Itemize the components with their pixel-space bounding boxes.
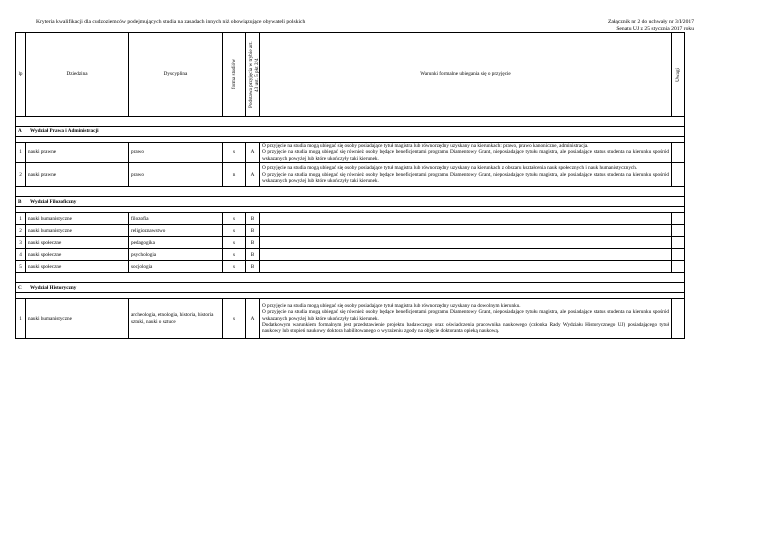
row-lp: 5 bbox=[16, 261, 26, 273]
row-admission-basis: A bbox=[246, 143, 260, 163]
col-header-lp: lp bbox=[16, 33, 26, 117]
spacer-row bbox=[16, 117, 685, 127]
row-remarks bbox=[672, 249, 685, 261]
row-discipline: religioznawstwo bbox=[129, 225, 223, 237]
row-domain: nauki prawne bbox=[26, 143, 129, 163]
header-row bbox=[16, 33, 685, 117]
section-letter: B bbox=[18, 198, 22, 205]
admission-basis-label: Podstawa przyjęcia w trybie art. 43 ust. 5 pkt 2/4 bbox=[248, 41, 260, 108]
row-admission-basis: B bbox=[246, 249, 260, 261]
row-study-form: s bbox=[223, 237, 246, 249]
row-remarks bbox=[672, 237, 685, 249]
spacer-cell bbox=[16, 117, 685, 127]
row-remarks bbox=[672, 225, 685, 237]
row-conditions bbox=[260, 163, 672, 187]
row-remarks bbox=[672, 261, 685, 273]
row-study-form: s bbox=[223, 261, 246, 273]
section-name: Wydział Historyczny bbox=[30, 284, 77, 291]
section-row bbox=[16, 127, 685, 137]
condition-paragraph: O przyjęcie na studia mogą ubiegać się osoby posiadające tytuł magistra lub równorzędny uzyskany na dowolnym kierunku. bbox=[262, 302, 521, 309]
condition-paragraph: Dodatkowym warunkiem formalnym jest przedstawienie projektu badawczego oraz oświadczenia pracownika naukowego (członka Rady Wydziału Historycznego UJ) posiadającego tytuł naukowy lub stopień naukowy doktora habilitowanego o wyrażeniu zgody na objęcie doktoranta opieką naukową. bbox=[262, 321, 669, 335]
row-lp: 2 bbox=[16, 163, 26, 187]
row-study-form: s bbox=[223, 249, 246, 261]
row-discipline: psychologia bbox=[129, 249, 223, 261]
row-remarks bbox=[672, 163, 685, 187]
row-conditions bbox=[260, 299, 672, 339]
row-conditions bbox=[260, 249, 672, 261]
row-remarks bbox=[672, 213, 685, 225]
section-heading bbox=[16, 197, 685, 207]
spacer-row bbox=[16, 187, 685, 197]
row-study-form: s bbox=[223, 213, 246, 225]
annex-note bbox=[608, 19, 694, 33]
row-discipline: archeologia, etnologia, historia, historia sztuki, nauki o sztuce bbox=[129, 299, 223, 339]
row-domain: nauki humanistyczne bbox=[26, 299, 129, 339]
section-name: Wydział Filozoficzny bbox=[30, 198, 77, 205]
row-discipline: prawo bbox=[129, 163, 223, 187]
row-remarks bbox=[672, 299, 685, 339]
row-lp: 2 bbox=[16, 225, 26, 237]
row-admission-basis: B bbox=[246, 261, 260, 273]
table-row bbox=[16, 237, 685, 249]
col-header-study-form bbox=[223, 33, 246, 117]
row-discipline: socjologia bbox=[129, 261, 223, 273]
table-row bbox=[16, 261, 685, 273]
row-admission-basis: A bbox=[246, 299, 260, 339]
col-header-admission-basis bbox=[246, 33, 260, 117]
row-conditions bbox=[260, 213, 672, 225]
row-domain: nauki humanistyczne bbox=[26, 225, 129, 237]
row-study-form: s bbox=[223, 143, 246, 163]
row-lp: 1 bbox=[16, 143, 26, 163]
condition-paragraph: O przyjęcie na studia mogą ubiegać się również osoby będące beneficjentami programu Diamentowy Grant, nieposiadające tytułu magistra, ale posiadające status studenta na kierunku spośród wskazanych powyżej lub które ukończyły taki kierunek. bbox=[262, 149, 669, 162]
annex-line-1: Załącznik nr 2 do uchwały nr 3/I/2017 bbox=[607, 19, 694, 25]
condition-paragraph: O przyjęcie na studia mogą ubiegać się osoby posiadające tytuł magistra lub równorzędny uzyskany na kierunkach z obszaru kształcenia nauk społecznych i nauk humanistycznych. bbox=[262, 165, 638, 172]
condition-paragraph: O przyjęcie na studia mogą ubiegać się również osoby będące beneficjentami programu Diamentowy Grant, nieposiadające tytułu magistra, ale posiadające status studenta na kierunku spośród wskazanych powyżej lub które ukończyły taki kierunek. bbox=[262, 309, 669, 322]
section-letter: C bbox=[18, 284, 22, 291]
condition-paragraph: O przyjęcie na studia mogą ubiegać się osoby posiadające tytuł magistra lub równorzędny uzyskany na kierunkach: prawo, prawo kanoniczne, administracja. bbox=[262, 143, 589, 149]
row-conditions bbox=[260, 225, 672, 237]
row-remarks bbox=[672, 143, 685, 163]
section-letter: A bbox=[18, 128, 22, 135]
row-conditions bbox=[260, 237, 672, 249]
annex-line-2: Senatu UJ z 25 stycznia 2017 roku bbox=[616, 26, 694, 32]
row-conditions bbox=[260, 261, 672, 273]
spacer-row bbox=[16, 273, 685, 283]
row-discipline: pedagogika bbox=[129, 237, 223, 249]
table-row bbox=[16, 213, 685, 225]
table-row bbox=[16, 249, 685, 261]
col-header-conditions: Warunki formalne ubiegania się o przyjęcie bbox=[260, 33, 672, 117]
row-domain: nauki społeczne bbox=[26, 249, 129, 261]
row-conditions bbox=[260, 143, 672, 163]
row-study-form: n bbox=[223, 163, 246, 187]
col-header-domain: Dziedzina bbox=[26, 33, 129, 117]
row-domain: nauki społeczne bbox=[26, 237, 129, 249]
row-admission-basis: A bbox=[246, 163, 260, 187]
row-domain: nauki społeczne bbox=[26, 261, 129, 273]
spacer-cell bbox=[16, 273, 685, 283]
row-lp: 1 bbox=[16, 213, 26, 225]
row-admission-basis: B bbox=[246, 225, 260, 237]
section-heading bbox=[16, 127, 685, 137]
col-header-discipline: Dyscyplina bbox=[129, 33, 223, 117]
row-study-form: s bbox=[223, 299, 246, 339]
row-discipline: prawo bbox=[129, 143, 223, 163]
row-admission-basis: B bbox=[246, 237, 260, 249]
row-admission-basis: B bbox=[246, 213, 260, 225]
spacer-cell bbox=[16, 187, 685, 197]
table-row bbox=[16, 299, 685, 339]
section-row bbox=[16, 197, 685, 207]
section-row bbox=[16, 283, 685, 293]
row-lp: 3 bbox=[16, 237, 26, 249]
remarks-label: Uwagi bbox=[675, 67, 681, 82]
condition-paragraph: O przyjęcie na studia mogą ubiegać się również osoby będące beneficjentami programu Diamentowy Grant, nieposiadające tytułu magistra, ale posiadające status studenta na kierunku spośród wskazanych powyżej lub które ukończyły taki kierunek. bbox=[262, 171, 669, 184]
table-row bbox=[16, 143, 685, 163]
row-study-form: s bbox=[223, 225, 246, 237]
row-domain: nauki prawne bbox=[26, 163, 129, 187]
study-form-label: forma studiów bbox=[231, 59, 237, 90]
row-domain: nauki humanistyczne bbox=[26, 213, 129, 225]
section-name: Wydział Prawa i Administracji bbox=[30, 128, 99, 135]
row-lp: 1 bbox=[16, 299, 26, 339]
section-heading bbox=[16, 283, 685, 293]
document-title: Kryteria kwalifikacji dla cudzoziemców podejmujących studia na zasadach innych niż obowiązujące obywateli polskich bbox=[36, 19, 306, 25]
qualification-table bbox=[15, 32, 685, 339]
table-row bbox=[16, 163, 685, 187]
row-discipline: filozofia bbox=[129, 213, 223, 225]
row-lp: 4 bbox=[16, 249, 26, 261]
table-row bbox=[16, 225, 685, 237]
col-header-remarks bbox=[672, 33, 685, 117]
